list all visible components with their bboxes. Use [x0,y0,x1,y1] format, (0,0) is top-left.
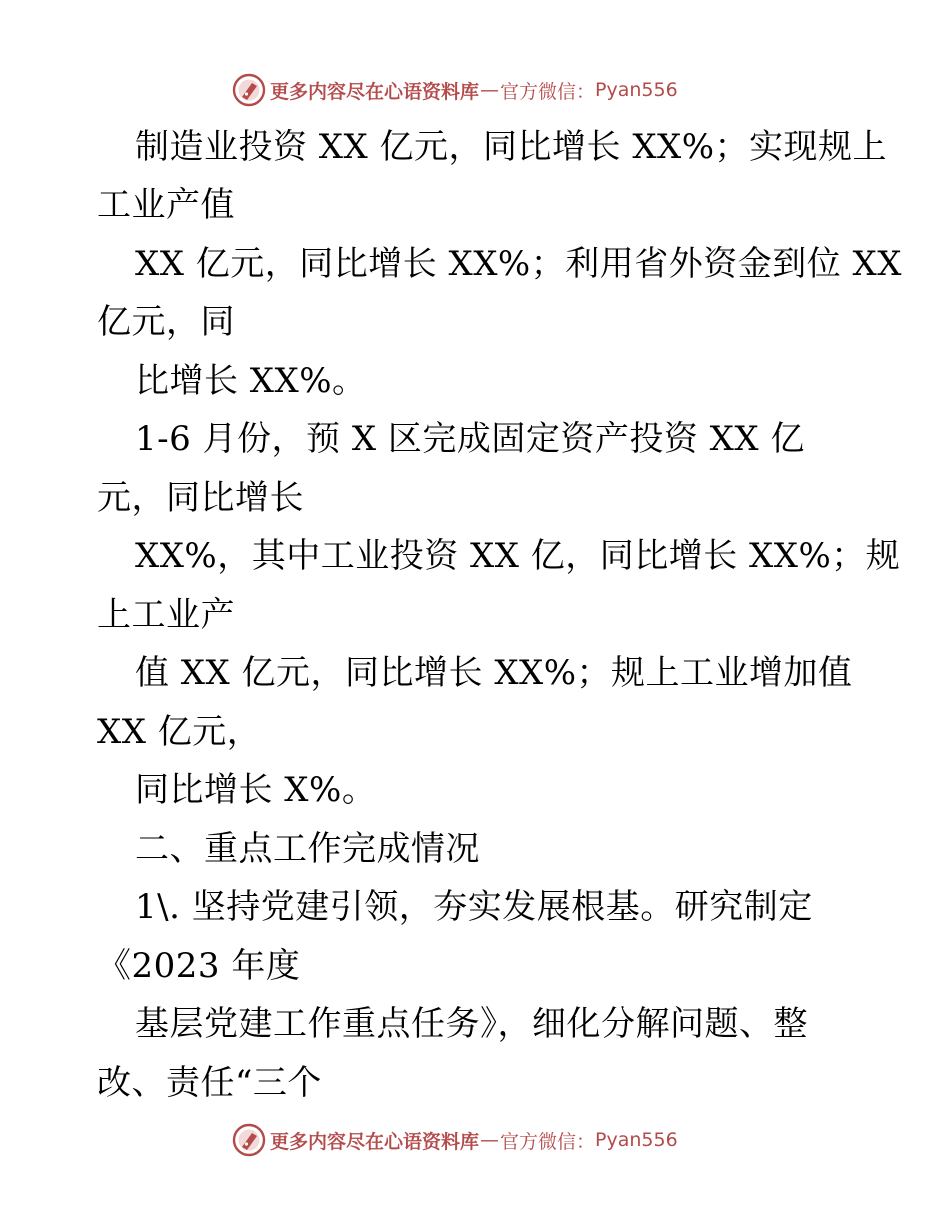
body-line: 同比增长 X%。 [135,770,377,810]
body-line: 1\. 坚持党建引领，夯实发展根基。研究制定 [135,887,813,927]
pen-nib-logo-icon [232,73,266,107]
watermark-wechat-id: Pyan556 [595,1129,678,1151]
watermark-dash: — [480,79,500,101]
watermark-footer [232,1122,712,1158]
section-heading: 二、重点工作完成情况 [135,829,480,869]
watermark-wechat-label: 官方微信： [500,80,596,103]
body-line: 元，同比增长 [97,478,304,518]
watermark-main-text: 更多内容尽在心语资料库 [270,80,480,103]
body-line: 上工业产 [97,595,235,635]
watermark-wechat-label: 官方微信： [500,1130,596,1153]
body-line: 比增长 XX%。 [135,361,367,401]
body-line: 工业产值 [97,185,235,225]
body-line: XX%，其中工业投资 XX 亿，同比增长 XX%；规 [135,536,901,576]
body-line: 制造业投资 XX 亿元，同比增长 XX%；实现规上 [135,127,888,167]
watermark-main-text: 更多内容尽在心语资料库 [270,1130,480,1153]
body-line: 1-6 月份，预 X 区完成固定资产投资 XX 亿 [135,419,805,459]
body-line: 改、责任“三个 [97,1063,322,1103]
body-line: 《2023 年度 [97,946,301,986]
body-line: 亿元，同 [97,302,235,342]
body-line: 值 XX 亿元，同比增长 XX%；规上工业增加值 [135,653,853,693]
body-line: XX 亿元， [97,712,262,752]
body-line: XX 亿元，同比增长 XX%；利用省外资金到位 XX [135,244,902,284]
body-line: 基层党建工作重点任务》，细化分解问题、整 [135,1004,808,1044]
watermark-wechat-id: Pyan556 [595,79,678,101]
watermark-header [232,72,712,108]
pen-nib-logo-icon [232,1123,266,1157]
watermark-dash: — [480,1129,500,1151]
